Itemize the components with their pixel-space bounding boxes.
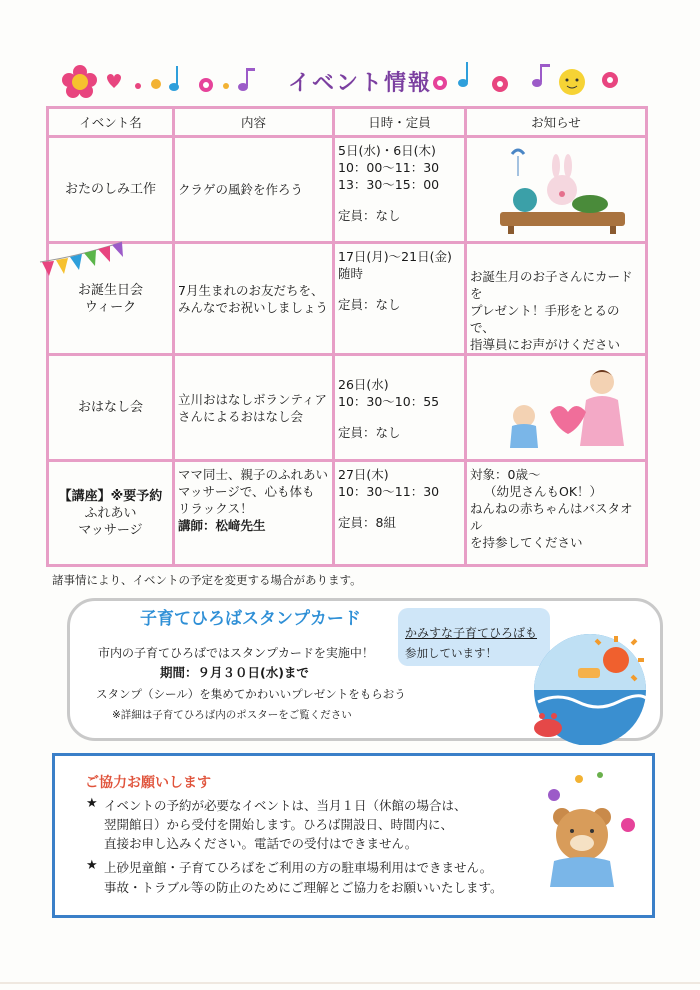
stamp-card-period: 期間：９月３０日(水)まで <box>160 665 309 680</box>
page-footer-line <box>0 982 700 984</box>
flower-icon <box>62 65 97 98</box>
event-content: 7月生まれのお友だちを、 みんなでお祝いしましょう <box>174 243 334 355</box>
callout-text: 参加しています！ <box>405 646 497 660</box>
event-content: ママ同士、親子のふれあい マッサージで、心も体も リラックス！ 講師：松﨑先生 <box>174 461 334 566</box>
sun-sea-crab-illustration <box>518 630 658 745</box>
cooperation-title: ご協力お願いします <box>85 775 211 791</box>
stamp-card-text: 市内の子育てひろばではスタンプカードを実施中！ <box>98 646 374 660</box>
star-bullet-icon: ★ <box>86 858 98 873</box>
event-name: おたのしみ工作 <box>48 137 174 243</box>
schedule-change-note: 諸事情により、イベントの予定を変更する場合があります。 <box>52 573 362 587</box>
heart-icon <box>107 74 121 88</box>
flower-icon <box>199 78 213 92</box>
cooperation-item-text: 翌開館日）から受付を開始します。ひろば開設日、時間内に、 <box>104 817 454 832</box>
bunting-decoration <box>38 240 128 280</box>
music-note-icon <box>169 66 179 91</box>
event-name: 【講座】※要予約 ふれあい マッサージ <box>48 461 174 566</box>
cooperation-item-text: イベントの予約が必要なイベントは、当月１日（休館の場合は、 <box>104 798 467 813</box>
flower-icon <box>492 76 508 92</box>
music-note-icon <box>238 68 255 91</box>
cooperation-item-text: 事故・トラブル等の防止のためにご理解とご協力をお願いいたします。 <box>104 880 503 895</box>
event-schedule: 17日(月)〜21日(金) 随時 定員：なし <box>334 243 466 355</box>
smiley-flower-icon <box>559 69 585 95</box>
flower-icon <box>433 76 447 90</box>
stamp-card-text: スタンプ（シール）を集めてかわいいプレゼントをもらおう <box>96 687 406 701</box>
star-bullet-icon: ★ <box>86 796 98 811</box>
cooperation-item-text: 直接お申し込みください。電話での受付はできません。 <box>104 836 418 851</box>
event-table <box>46 106 648 567</box>
event-schedule: 27日(木) 10：30〜11：30 定員：8組 <box>334 461 466 566</box>
bear-illustration <box>524 765 644 895</box>
table-row <box>48 137 647 243</box>
event-name: おはなし会 <box>48 355 174 461</box>
title-decoration-right <box>428 58 648 100</box>
bunny-illustration <box>470 142 640 237</box>
event-content: 立川おはなしボランティア さんによるおはなし会 <box>174 355 334 461</box>
callout-text: かみすな子育てひろばも <box>405 626 538 640</box>
header-content: 内容 <box>174 108 334 137</box>
event-notice: お誕生月のお子さんにカードを プレゼント！手形をとるので、 指導員にお声がけください <box>466 243 647 355</box>
mother-baby-illustration <box>470 360 640 455</box>
table-row <box>48 461 647 566</box>
page-title: イベント情報 <box>287 71 432 96</box>
event-schedule: 26日(水) 10：30〜10：55 定員：なし <box>334 355 466 461</box>
table-row <box>48 355 647 461</box>
header-notice: お知らせ <box>466 108 647 137</box>
header-event-name: イベント名 <box>48 108 174 137</box>
flower-icon <box>602 72 618 88</box>
event-content: クラゲの風鈴を作ろう <box>174 137 334 243</box>
stamp-card-title: 子育てひろばスタンプカード <box>140 609 361 629</box>
event-name: お誕生日会 ウィーク <box>48 243 174 355</box>
event-notice: 対象：0歳〜 （幼児さんもOK！） ねんねの赤ちゃんはバスタオル を持参してください <box>466 461 647 566</box>
music-note-icon <box>458 62 468 87</box>
table-header-row <box>48 108 647 137</box>
title-decoration-left <box>58 60 268 100</box>
cooperation-item-text: 上砂児童館・子育てひろばをご利用の方の駐車場利用はできません。 <box>104 860 493 875</box>
event-schedule: 5日(水)・6日(木) 10：00〜11：30 13：30〜15：00 定員：なし <box>334 137 466 243</box>
event-notice <box>466 355 647 461</box>
header-schedule: 日時・定員 <box>334 108 466 137</box>
event-notice <box>466 137 647 243</box>
table-row <box>48 243 647 355</box>
music-note-icon <box>532 64 550 87</box>
stamp-card-footnote: ※詳細は子育てひろば内のポスターをご覧ください <box>112 709 352 721</box>
